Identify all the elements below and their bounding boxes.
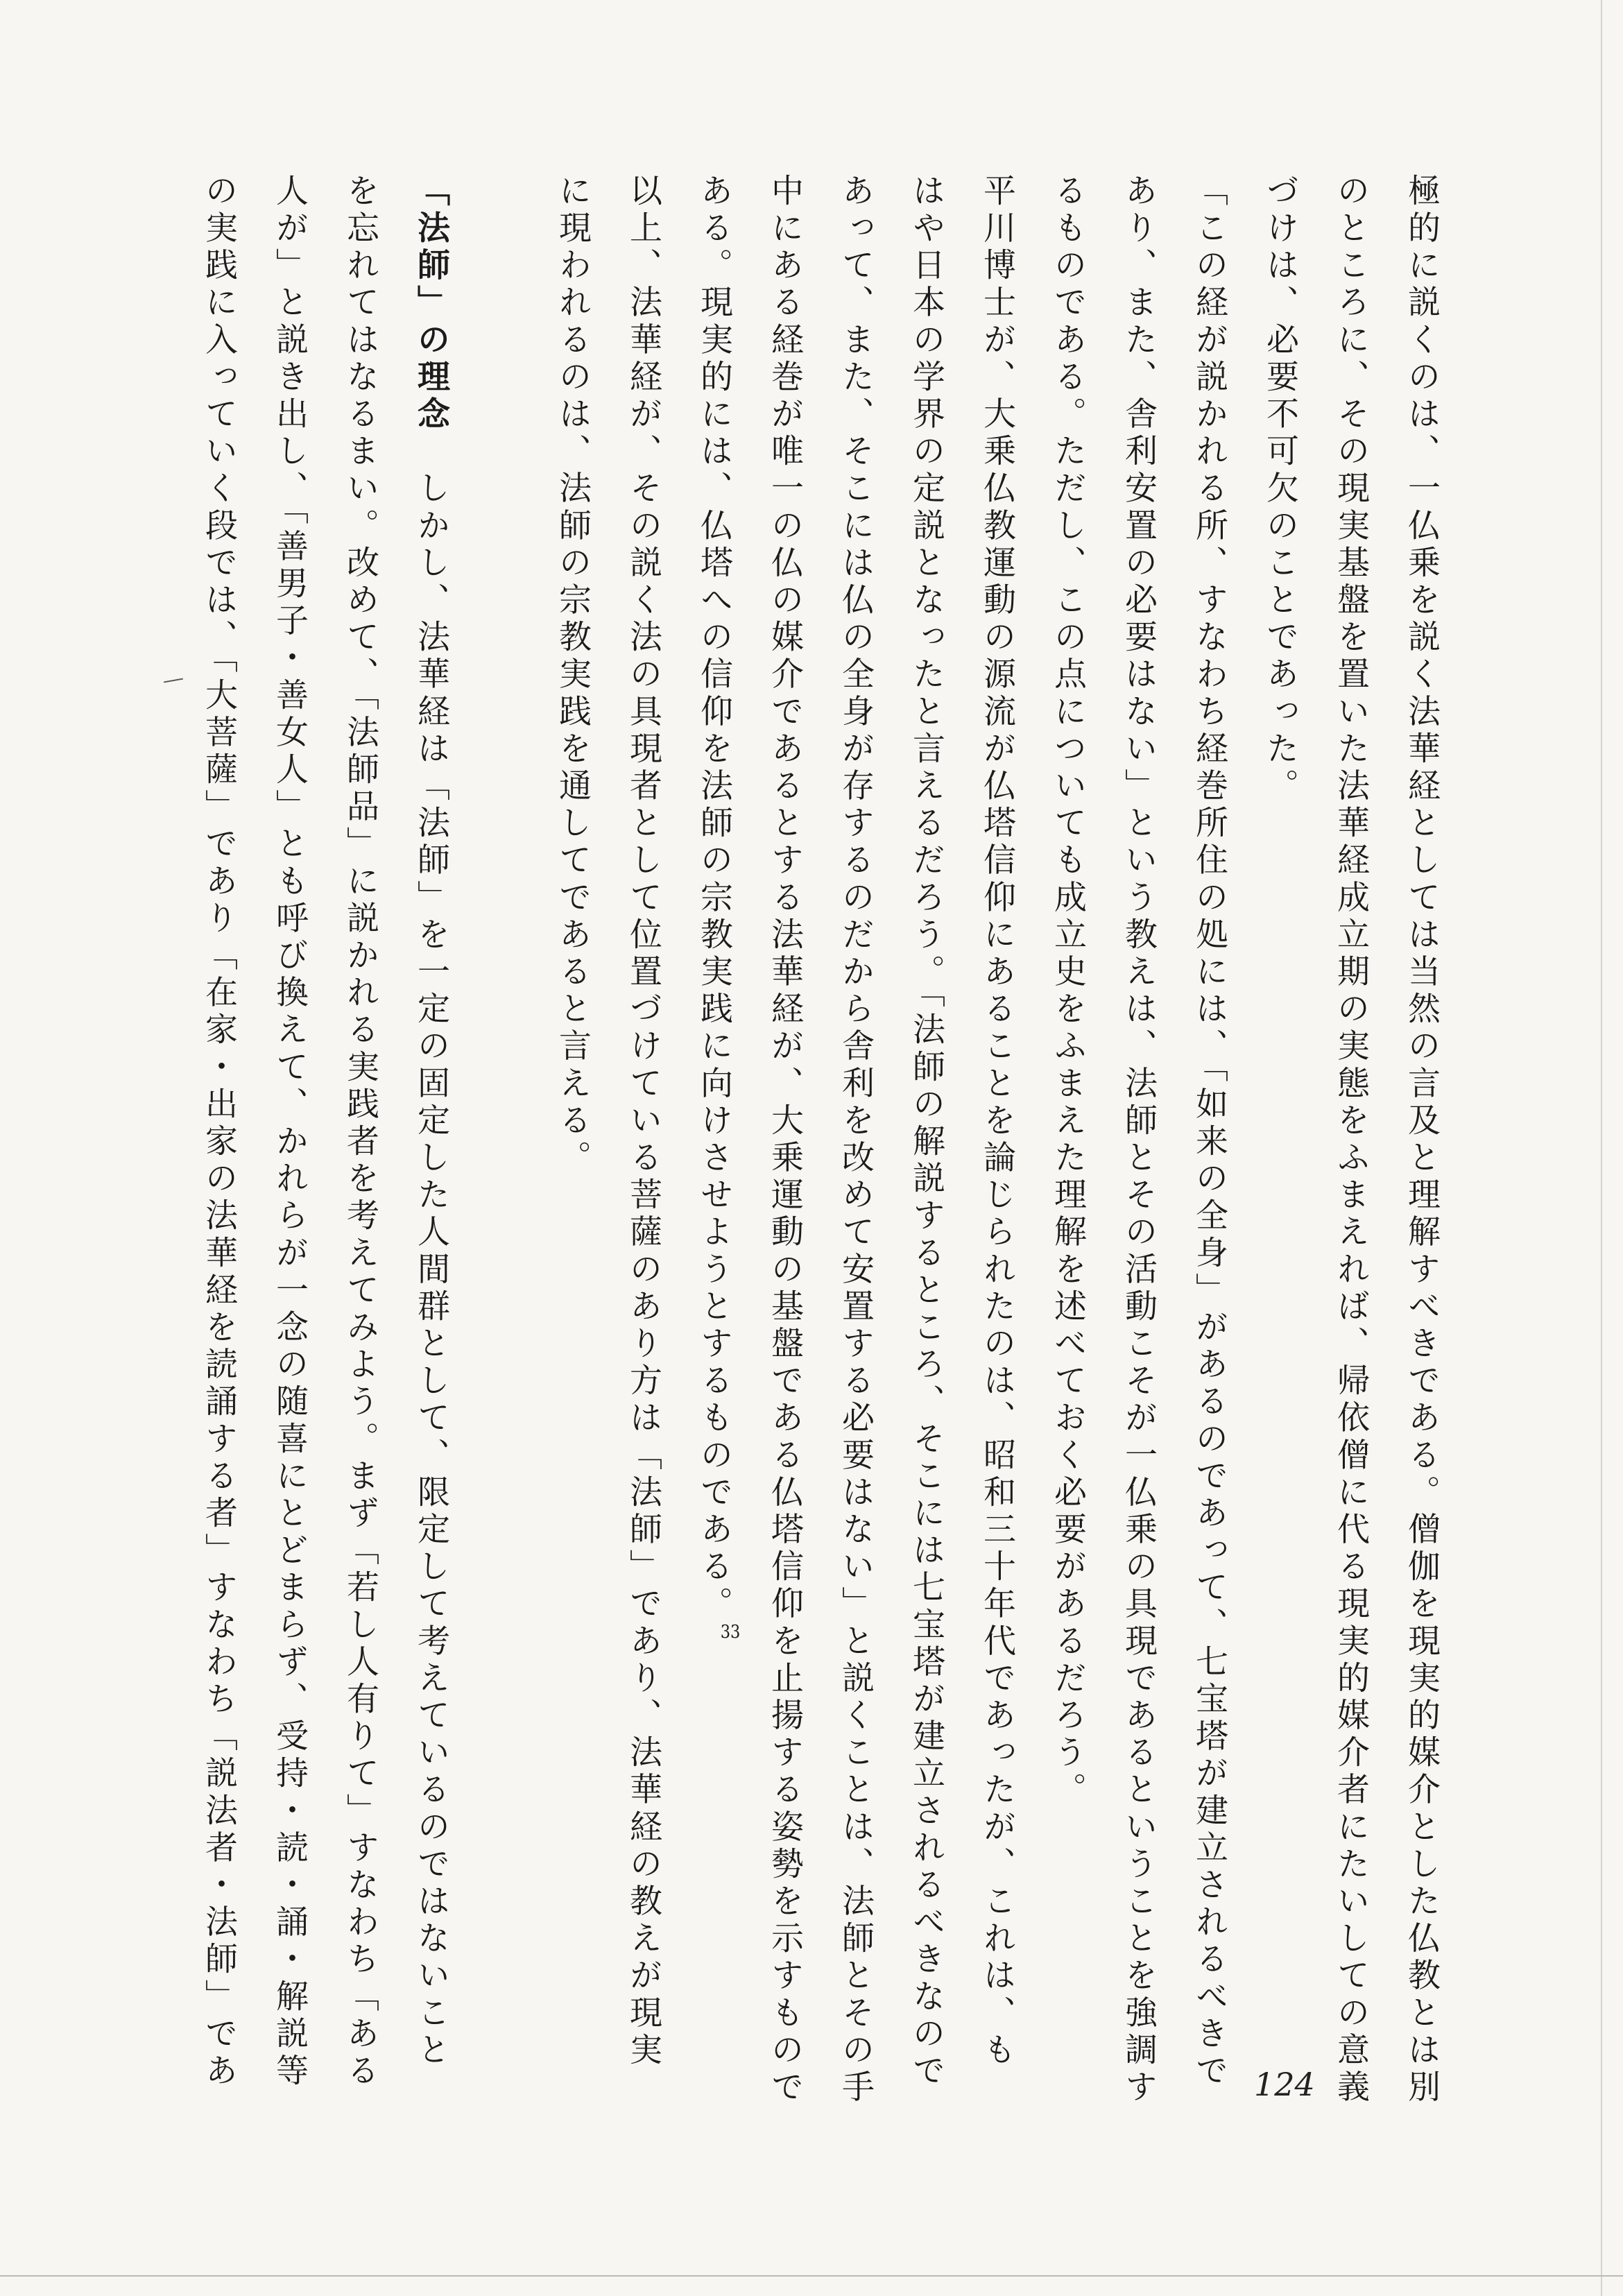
page-number: 124	[1254, 2066, 1315, 2103]
text-line: のところに、その現実基盤を置いた法華経成立期の実態をふまえれば、帰依僧に代る現実的媒介者にたいしての意義	[1332, 173, 1370, 2107]
text-line: 極的に説くのは、一仏乗を説く法華経としては当然の言及と理解すべきである。僧伽を現実的媒介とした仏教とは別	[1402, 173, 1441, 2107]
page-edge	[1601, 0, 1602, 2296]
text-line: 以上、法華経が、その説く法の具現者として位置づけている菩薩のあり方は「法師」であり、法華経の教えが現実	[624, 173, 662, 2070]
text-line: に現われるのは、法師の宗教実践を通してであると言える。	[553, 173, 592, 1178]
text-line: あり、また、舎利安置の必要はない」という教えは、法師とその活動こそが一仏乗の具現であるということを強調す	[1119, 173, 1158, 2107]
section-gap	[466, 173, 537, 174]
text-line: 平川博士が、大乗仏教運動の源流が仏塔信仰にあることを論じられたのは、昭和三十年代であったが、これは、も	[978, 173, 1016, 2070]
text-segment: しかし、法華経は「法師」を一定の固定した人間群として、限定して考えているのではないこと	[412, 470, 450, 2070]
section-start-line	[395, 173, 466, 2081]
text-line: はや日本の学界の定説となったと言えるだろう。「法師の解説するところ、そこには七宝塔が建立されるべきなので	[907, 173, 945, 2091]
text-line: 人が」と説き出し、「善男子・善女人」とも呼び換えて、かれらが一念の随喜にとどまらず、受持・読・誦・解説等	[270, 173, 309, 2091]
text-line: 「この経が説かれる所、すなわち経巻所住の処には、「如来の全身」があるのであって、七宝塔が建立されるべきで	[1190, 173, 1228, 2091]
scan-edge	[0, 2275, 1623, 2277]
text-line: づけは、必要不可欠のことであった。	[1261, 173, 1299, 806]
text-line: 中にある経巻が唯一の仏の媒介であるとする法華経が、大乗運動の基盤である仏塔信仰を止揚する姿勢を示すもので	[766, 173, 804, 2107]
text-line: るものである。ただし、この点についても成立史をふまえた理解を述べておく必要があるだろう。	[1049, 173, 1087, 1810]
text-line: の実践に入っていく段では、「大菩薩」であり「在家・出家の法華経を読誦する者」すなわち「説法者・法師」であ	[200, 173, 238, 2091]
scan-mark	[164, 678, 183, 683]
text-line-with-ref	[678, 173, 749, 2081]
reference-mark: 33	[720, 1623, 741, 1642]
text-line: あって、また、そこには仏の全身が存するのだから舎利を改めて安置する必要はない」と説くことは、法師とその手	[836, 173, 875, 2107]
text-segment: ある。現実的には、仏塔への信仰を法師の宗教実践に向けさせようとするものである。	[695, 173, 733, 1624]
text-line: を忘れてはなるまい。改めて、「法師品」に説かれる実践者を考えてみよう。まず「若し人有りて」すなわち「ある	[341, 173, 379, 2091]
section-heading: 「法師」の理念	[412, 173, 450, 434]
